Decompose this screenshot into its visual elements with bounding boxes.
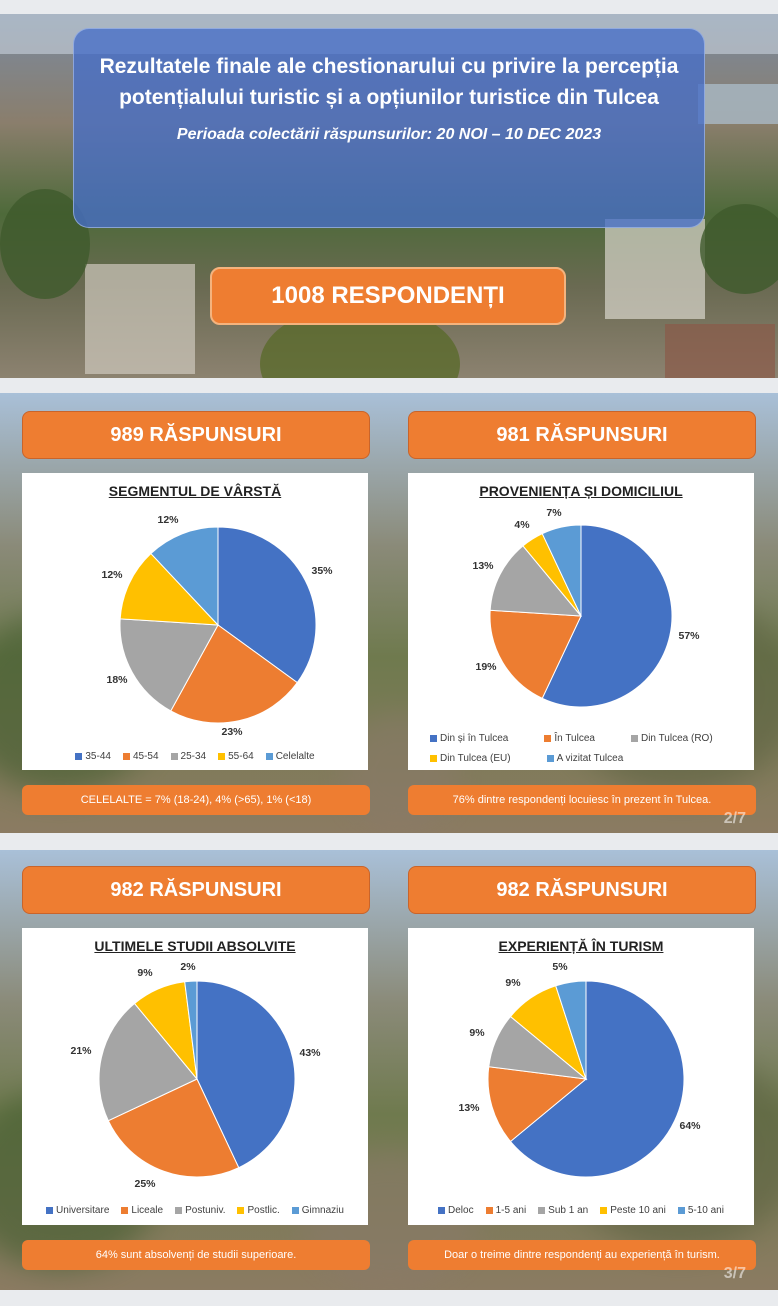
pie-value-label: 25% bbox=[134, 1178, 156, 1190]
legend-label: Din Tulcea (RO) bbox=[640, 733, 713, 744]
legend-swatch bbox=[547, 755, 554, 762]
pie-value-label: 64% bbox=[679, 1120, 701, 1132]
legend-item bbox=[486, 1205, 527, 1216]
legend-item bbox=[292, 1205, 344, 1216]
legend-swatch bbox=[121, 1207, 128, 1214]
chart-note: 64% sunt absolvenți de studii superioare. bbox=[22, 1240, 370, 1270]
pie-value-label: 13% bbox=[458, 1102, 480, 1114]
responses-header: 982 RĂSPUNSURI bbox=[408, 866, 756, 914]
legend-label: Deloc bbox=[448, 1205, 474, 1216]
legend-item bbox=[123, 751, 159, 762]
pie-value-label: 13% bbox=[472, 560, 494, 572]
legend-label: A vizitat Tulcea bbox=[556, 753, 624, 764]
legend-label: Universitare bbox=[56, 1205, 110, 1216]
legend-label: Liceale bbox=[131, 1205, 164, 1216]
legend-label: 45-54 bbox=[132, 751, 159, 762]
chart-card bbox=[408, 473, 754, 770]
pie-value-label: 43% bbox=[299, 1047, 321, 1059]
legend-label: 5-10 ani bbox=[687, 1205, 724, 1216]
pie-value-label: 18% bbox=[106, 674, 128, 686]
title-box bbox=[73, 28, 705, 228]
legend-item bbox=[218, 751, 254, 762]
pie-value-label: 2% bbox=[180, 961, 196, 973]
legend-label: 25-34 bbox=[180, 751, 207, 762]
pie-chart bbox=[408, 473, 754, 770]
legend-swatch bbox=[631, 735, 638, 742]
chart-legend bbox=[408, 733, 754, 773]
chart-card bbox=[408, 928, 754, 1225]
legend-item bbox=[171, 751, 207, 762]
chart-legend bbox=[22, 1205, 368, 1225]
pie-value-label: 57% bbox=[678, 630, 700, 642]
legend-item bbox=[547, 753, 624, 764]
legend-swatch bbox=[175, 1207, 182, 1214]
legend-swatch bbox=[237, 1207, 244, 1214]
chart-note: 76% dintre respondenți locuiesc în prezent în Tulcea. bbox=[408, 785, 756, 815]
legend-label: Gimnaziu bbox=[301, 1205, 344, 1216]
chart-title: EXPERIENȚĂ ÎN TURISM bbox=[498, 938, 664, 954]
legend-item bbox=[75, 751, 111, 762]
legend-swatch bbox=[292, 1207, 299, 1214]
legend-label: Celelalte bbox=[275, 751, 315, 762]
legend-label: 1-5 ani bbox=[495, 1205, 527, 1216]
legend-label: Sub 1 an bbox=[548, 1205, 589, 1216]
legend-swatch bbox=[75, 753, 82, 760]
respondents-badge: 1008 RESPONDENȚI bbox=[210, 267, 566, 325]
legend-swatch bbox=[266, 753, 273, 760]
legend-swatch bbox=[600, 1207, 607, 1214]
pie-value-label: 9% bbox=[137, 967, 153, 979]
legend-swatch bbox=[438, 1207, 445, 1214]
chart-legend bbox=[22, 751, 368, 771]
legend-swatch bbox=[218, 753, 225, 760]
legend-label: 55-64 bbox=[228, 751, 254, 762]
legend-item bbox=[430, 733, 508, 744]
chart-legend bbox=[408, 1205, 754, 1225]
pie-chart bbox=[408, 928, 754, 1225]
legend-item bbox=[175, 1205, 225, 1216]
pie-value-label: 7% bbox=[546, 507, 562, 519]
pie-value-label: 5% bbox=[552, 961, 568, 973]
legend-label: Postuniv. bbox=[185, 1205, 226, 1216]
legend-label: Postlic. bbox=[247, 1205, 280, 1216]
pie-value-label: 9% bbox=[505, 977, 521, 989]
legend-swatch bbox=[678, 1207, 685, 1214]
chart-title: SEGMENTUL DE VÂRSTĂ bbox=[108, 483, 282, 499]
hero-tree bbox=[700, 204, 778, 294]
pie-value-label: 23% bbox=[221, 726, 243, 738]
pie-value-label: 12% bbox=[101, 569, 123, 581]
pie-value-label: 35% bbox=[311, 565, 333, 577]
legend-label: Din și în Tulcea bbox=[440, 733, 509, 744]
legend-item bbox=[121, 1205, 163, 1216]
page-number: 3/7 bbox=[723, 1265, 746, 1282]
legend-label: Din Tulcea (EU) bbox=[440, 753, 511, 764]
legend-item bbox=[544, 733, 595, 744]
legend-label: 35-44 bbox=[85, 751, 111, 762]
responses-header: 989 RĂSPUNSURI bbox=[22, 411, 370, 459]
chart-note: Doar o treime dintre respondenți au experiență în turism. bbox=[408, 1240, 756, 1270]
legend-item bbox=[438, 1205, 474, 1216]
hero-monument bbox=[85, 264, 195, 374]
hero-building bbox=[605, 219, 705, 319]
legend-label: Peste 10 ani bbox=[610, 1205, 666, 1216]
pie-chart bbox=[22, 928, 368, 1225]
legend-item bbox=[237, 1205, 279, 1216]
legend-item bbox=[46, 1205, 109, 1216]
legend-item bbox=[266, 751, 315, 762]
chart-title: PROVENIENȚA ȘI DOMICILIUL bbox=[479, 483, 683, 499]
hero-water bbox=[698, 84, 778, 124]
legend-swatch bbox=[430, 735, 437, 742]
legend-swatch bbox=[46, 1207, 53, 1214]
chart-title: ULTIMELE STUDII ABSOLVITE bbox=[94, 938, 296, 954]
legend-item bbox=[430, 753, 511, 764]
page-number: 2/7 bbox=[723, 810, 746, 827]
legend-item bbox=[631, 733, 713, 744]
chart-note: CELELALTE = 7% (18-24), 4% (>65), 1% (<18) bbox=[22, 785, 370, 815]
page-title: Rezultatele finale ale chestionarului cu privire la percepția potențialului turistic și a opțiunilor turistice din Tulcea bbox=[99, 55, 679, 109]
legend-swatch bbox=[538, 1207, 545, 1214]
pie-value-label: 19% bbox=[475, 661, 497, 673]
pie-value-label: 4% bbox=[514, 519, 530, 531]
hero-photo bbox=[0, 14, 778, 378]
legend-item bbox=[538, 1205, 588, 1216]
legend-label: În Tulcea bbox=[554, 733, 595, 744]
responses-header: 982 RĂSPUNSURI bbox=[22, 866, 370, 914]
chart-card bbox=[22, 928, 368, 1225]
legend-swatch bbox=[486, 1207, 493, 1214]
pie-value-label: 12% bbox=[157, 514, 179, 526]
pie-value-label: 21% bbox=[70, 1045, 92, 1057]
pie-chart bbox=[22, 473, 368, 770]
responses-header: 981 RĂSPUNSURI bbox=[408, 411, 756, 459]
legend-swatch bbox=[171, 753, 178, 760]
hero-building bbox=[665, 324, 775, 378]
chart-card bbox=[22, 473, 368, 770]
collection-period: Perioada colectării răspunsurilor: 20 NOI – 10 DEC 2023 bbox=[176, 126, 602, 143]
legend-item bbox=[678, 1205, 724, 1216]
legend-swatch bbox=[430, 755, 437, 762]
pie-value-label: 9% bbox=[469, 1027, 485, 1039]
legend-swatch bbox=[544, 735, 551, 742]
legend-swatch bbox=[123, 753, 130, 760]
legend-item bbox=[600, 1205, 666, 1216]
